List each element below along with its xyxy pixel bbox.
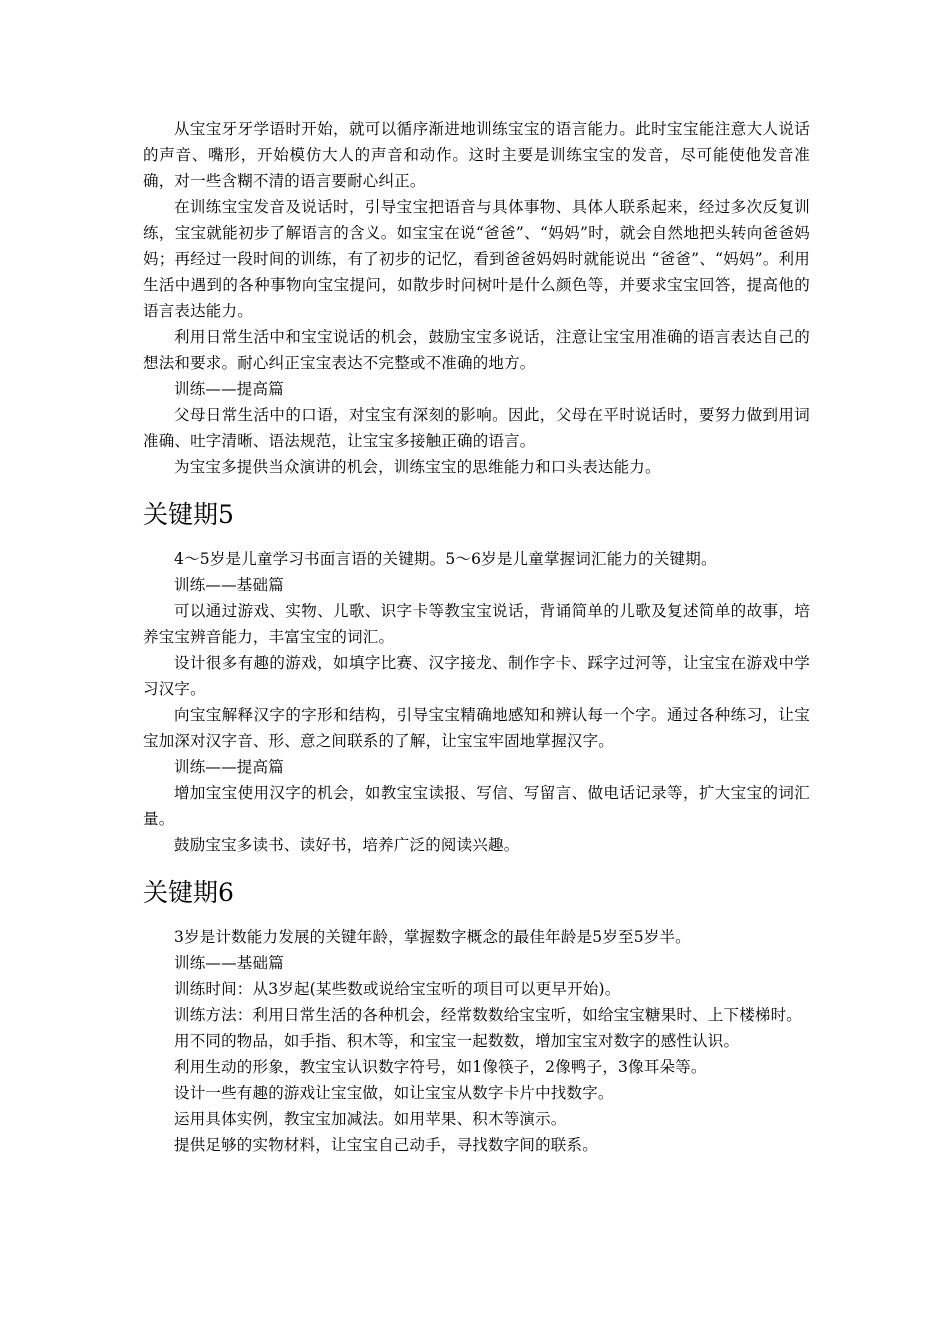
paragraph: 4～5岁是儿童学习书面言语的关键期。5～6岁是儿童掌握词汇能力的关键期。 bbox=[174, 550, 717, 568]
document-page bbox=[143, 116, 810, 1158]
paragraph: 3岁是计数能力发展的关键年龄，掌握数字概念的最佳年龄是5岁至5岁半。 bbox=[174, 928, 691, 946]
paragraph: 父母日常生活中的口语，对宝宝有深刻的影响。因此，父母在平时说话时，要努力做到用词准确、吐字清晰、语法规范，让宝宝多接触正确的语言。 bbox=[143, 406, 810, 450]
paragraph: 运用具体实例，教宝宝加减法。如用苹果、积木等演示。 bbox=[174, 1110, 567, 1128]
paragraph: 增加宝宝使用汉字的机会，如教宝宝读报、写信、写留言、做电话记录等，扩大宝宝的词汇量。 bbox=[143, 784, 810, 828]
paragraph: 从宝宝牙牙学语时开始，就可以循序渐进地训练宝宝的语言能力。此时宝宝能注意大人说话的声音、嘴形，开始模仿大人的声音和动作。这时主要是训练宝宝的发音，尽可能使他发音准确，对一些含糊不清的语言要耐心纠正。 bbox=[143, 120, 810, 190]
paragraph: 在训练宝宝发音及说话时，引导宝宝把语音与具体事物、具体人联系起来，经过多次反复训练，宝宝就能初步了解语言的含义。如宝宝在说“爸爸”、“妈妈”时，就会自然地把头转向爸爸妈妈；再经过一段时间的训练，有了初步的记忆，看到爸爸妈妈时就能说出 “爸爸”、“妈妈”。利用生活中遇到的各种事物向宝宝提问，如散步时问树叶是什么颜色等，并要求宝宝回答，提高他的语言表达能力。 bbox=[143, 198, 810, 320]
paragraph: 设计一些有趣的游戏让宝宝做，如让宝宝从数字卡片中找数字。 bbox=[174, 1084, 614, 1102]
paragraph: 为宝宝多提供当众演讲的机会，训练宝宝的思维能力和口头表达能力。 bbox=[174, 458, 661, 476]
section-critical-period-5 bbox=[143, 498, 810, 858]
section-critical-period-6 bbox=[143, 876, 810, 1158]
section-heading: 关键期5 bbox=[143, 500, 234, 529]
paragraph: 用不同的物品，如手指、积木等，和宝宝一起数数，增加宝宝对数字的感性认识。 bbox=[174, 1032, 740, 1050]
paragraph: 利用日常生活中和宝宝说话的机会，鼓励宝宝多说话，注意让宝宝用准确的语言表达自己的想法和要求。耐心纠正宝宝表达不完整或不准确的地方。 bbox=[143, 328, 810, 372]
section-heading: 关键期6 bbox=[143, 878, 234, 907]
paragraph: 鼓励宝宝多读书、读好书，培养广泛的阅读兴趣。 bbox=[174, 836, 520, 854]
paragraph: 可以通过游戏、实物、儿歌、识字卡等教宝宝说话，背诵简单的儿歌及复述简单的故事，培养宝宝辨音能力，丰富宝宝的词汇。 bbox=[143, 602, 810, 646]
subheading-training-basic: 训练——基础篇 bbox=[174, 954, 284, 972]
subheading-training-advanced: 训练——提高篇 bbox=[174, 758, 284, 776]
paragraph: 训练时间：从3岁起(某些数或说给宝宝听的项目可以更早开始)。 bbox=[174, 980, 621, 998]
paragraph: 向宝宝解释汉字的字形和结构，引导宝宝精确地感知和辨认每一个字。通过各种练习，让宝宝加深对汉字音、形、意之间联系的了解，让宝宝牢固地掌握汉字。 bbox=[143, 706, 810, 750]
subheading-training-basic: 训练——基础篇 bbox=[174, 576, 284, 594]
paragraph: 训练方法：利用日常生活的各种机会，经常数数给宝宝听，如给宝宝糖果时、上下楼梯时。 bbox=[174, 1006, 803, 1024]
subheading-training-advanced: 训练——提高篇 bbox=[174, 380, 284, 398]
paragraph: 提供足够的实物材料，让宝宝自己动手，寻找数字间的联系。 bbox=[174, 1136, 598, 1154]
paragraph: 利用生动的形象，教宝宝认识数字符号，如1像筷子，2像鸭子，3像耳朵等。 bbox=[174, 1058, 707, 1076]
paragraph: 设计很多有趣的游戏，如填字比赛、汉字接龙、制作字卡、踩字过河等，让宝宝在游戏中学习汉字。 bbox=[143, 654, 810, 698]
section-intro bbox=[143, 116, 810, 480]
